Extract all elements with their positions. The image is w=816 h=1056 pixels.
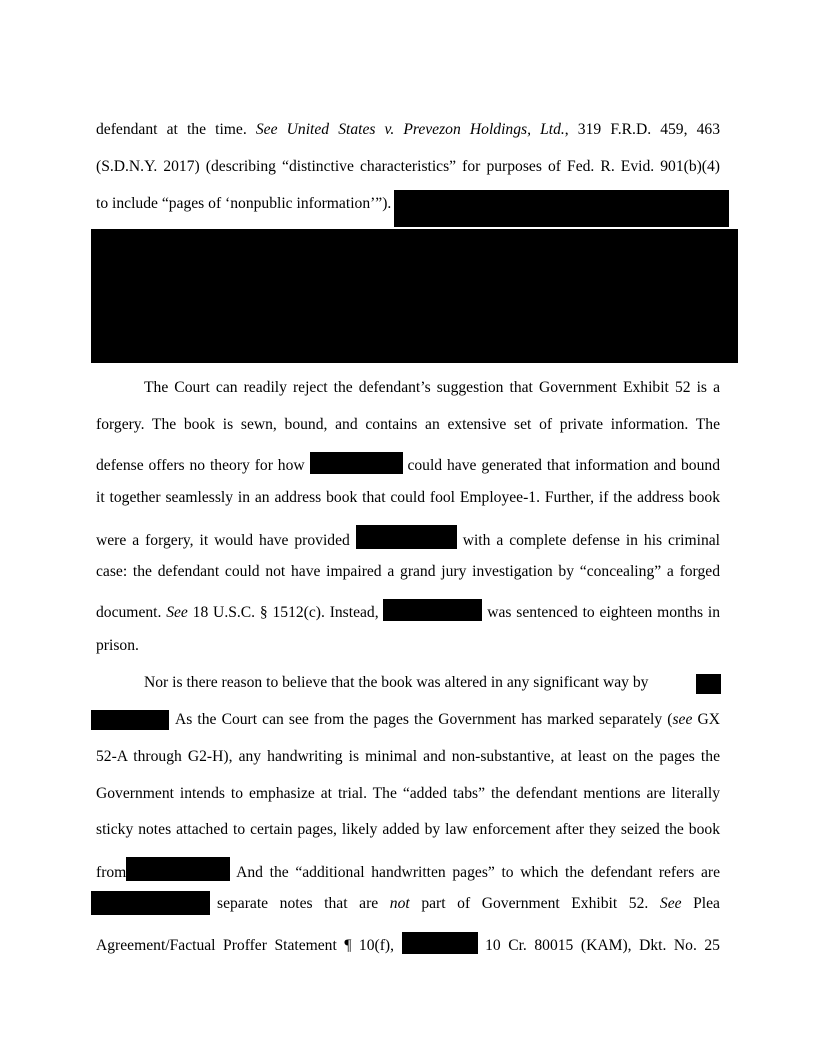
text-run: could have generated that information and bound [407,457,720,474]
text-run: separate notes that are [217,895,379,912]
para2-line4: it together seamlessly in an address book that could fool Employee-1. Further, if the address book [96,489,720,506]
para1-line3: to include “pages of ‘nonpublic information’”). [96,195,392,212]
signal-see: See [659,895,682,912]
redaction-block [696,674,721,694]
text-run: was sentenced to eighteen months in [487,604,720,621]
para3-line7 [217,894,720,914]
redaction-block [91,891,210,915]
text-run: As the Court can see from the pages the Government has marked separately ( [175,711,673,728]
para3-line3: 52-A through G2-H), any handwriting is minimal and non-substantive, at least on the pages the [96,748,720,765]
signal-see: See [166,604,188,621]
text-run: defense offers no theory for how [96,457,305,474]
redaction-block [356,525,457,549]
text-run: part of Government Exhibit 52. [421,895,649,912]
text-run: Plea [693,895,720,912]
text-run: document. [96,604,162,621]
text-run: from [96,864,127,881]
redaction-block [402,932,478,954]
emphasis-not: not [389,895,410,912]
text-run: , 319 F.R.D. 459, 463 [564,121,721,138]
para2-line2: forgery. The book is sewn, bound, and contains an extensive set of private information. The [96,416,720,433]
text-run: with a complete defense in his criminal [462,532,720,549]
para1-line2: (S.D.N.Y. 2017) (describing “distinctive characteristics” for purposes of Fed. R. Evid. 901(b)(4) [96,158,720,175]
signal-see: see [672,711,693,728]
para2-line5 [96,525,720,551]
text-run: GX [697,711,720,728]
text-run: 10 Cr. 80015 (KAM), Dkt. No. 25 [485,937,720,954]
para2-line1: The Court can readily reject the defendant’s suggestion that Government Exhibit 52 is a [144,379,720,396]
para1-line1 [96,120,720,140]
para3-line2 [175,710,720,730]
text-run: And the “additional handwritten pages” to which the defendant refers are [236,864,720,881]
redaction-block [126,857,230,881]
para3-line4: Government intends to emphasize at trial. The “added tabs” the defendant mentions are literally [96,785,720,802]
redaction-block [310,452,403,474]
text-run: 18 U.S.C. § 1512(c). Instead, [192,604,379,621]
para2-line6: case: the defendant could not have impaired a grand jury investigation by “concealing” a forged [96,563,720,580]
text-run: defendant at the time. [96,121,247,138]
text-run: were a forgery, it would have provided [96,532,350,549]
para3-line8 [96,932,720,956]
redaction-block [91,710,169,730]
redaction-block [383,599,482,621]
para3-line1: Nor is there reason to believe that the book was altered in any significant way by [144,674,649,691]
redaction-block [394,190,729,227]
text-run: Agreement/Factual Proffer Statement ¶ 10(f), [96,937,395,954]
para3-line5: sticky notes attached to certain pages, likely added by law enforcement after they seized the book [96,821,720,838]
redaction-block [91,229,738,363]
para2-line3 [96,452,720,476]
case-citation: See United States v. Prevezon Holdings, Ltd. [255,121,565,138]
para2-line8: prison. [96,637,139,654]
para2-line7 [96,599,720,623]
para3-line6 [96,857,720,883]
